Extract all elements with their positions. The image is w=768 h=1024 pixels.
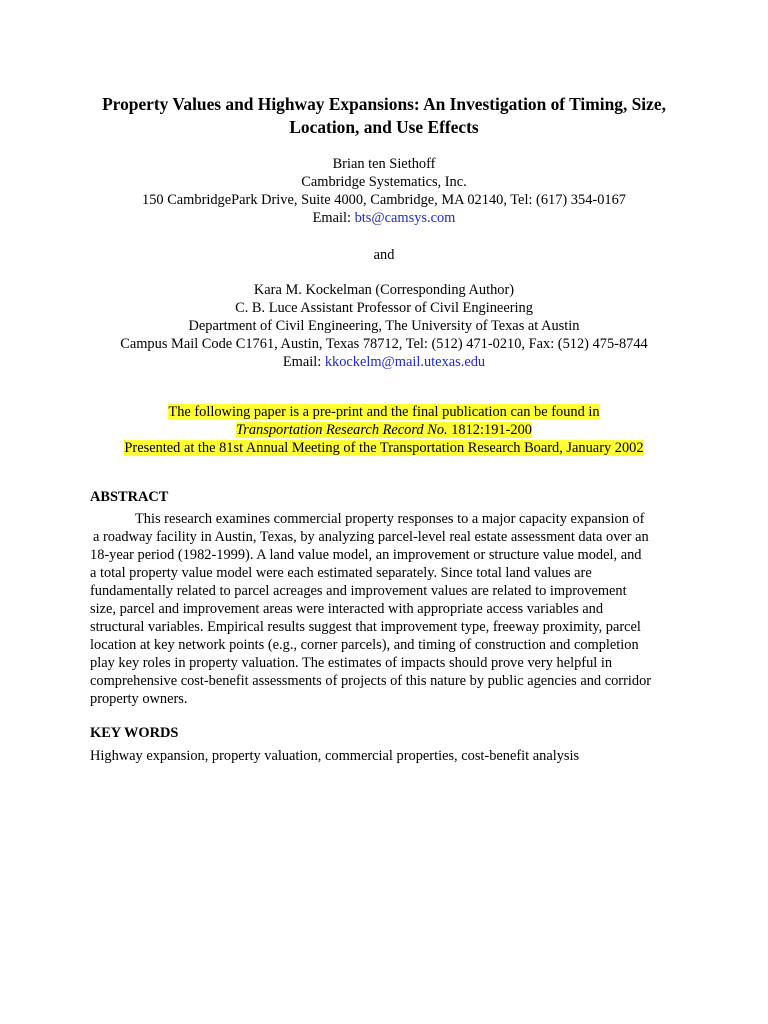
notice-line-2	[40, 421, 728, 439]
abstract-line: 18-year period (1982-1999). A land value model, an improvement or structure value model, and	[90, 547, 642, 563]
keywords-text: Highway expansion, property valuation, commercial properties, cost-benefit analysis	[90, 748, 580, 764]
author-2-email-link[interactable]: kkockelm@mail.utexas.edu	[324, 354, 486, 370]
keywords-heading: KEY WORDS	[90, 725, 179, 741]
notice-line-1-text: The following paper is a pre-print and the final publication can be found in	[168, 404, 600, 420]
author-1-affiliation: Cambridge Systematics, Inc.	[301, 174, 467, 190]
author-2-address: Campus Mail Code C1761, Austin, Texas 78712, Tel: (512) 471-0210, Fax: (512) 475-8744	[120, 336, 648, 352]
notice-citation-pages: 1812:191-200	[447, 422, 532, 438]
author-2-title: C. B. Luce Assistant Professor of Civil Engineering	[235, 300, 533, 316]
abstract-line: structural variables. Empirical results suggest that improvement type, freeway proximity, parcel	[90, 619, 641, 635]
abstract-line: comprehensive cost-benefit assessments of projects of this nature by public agencies and corridor	[90, 673, 652, 689]
abstract-line: This research examines commercial property responses to a major capacity expansion of	[135, 511, 645, 527]
author-1-email-label: Email:	[312, 210, 355, 226]
conjunction-text: and	[373, 247, 395, 263]
author-2-department: Department of Civil Engineering, The University of Texas at Austin	[188, 318, 580, 334]
notice-citation	[236, 422, 532, 438]
author-1-name: Brian ten Siethoff	[332, 156, 436, 172]
abstract-line: play key roles in property valuation. The estimates of impacts should prove very helpful in	[90, 655, 613, 671]
author-2-email-line	[40, 353, 728, 371]
conjunction-and	[40, 246, 728, 264]
abstract-line: a total property value model were each estimated separately. Since total land values are	[90, 565, 592, 581]
notice-journal: Transportation Research Record No.	[236, 422, 448, 438]
author-2-email-label: Email:	[282, 354, 325, 370]
title-line-1: Property Values and Highway Expansions: An Investigation of Timing, Size,	[102, 94, 666, 114]
notice-line-1	[40, 403, 728, 421]
abstract-heading: ABSTRACT	[90, 489, 169, 505]
author-2-block	[40, 281, 728, 371]
abstract-line: size, parcel and improvement areas were interacted with appropriate access variables and	[90, 601, 604, 617]
abstract-line: property owners.	[90, 691, 188, 707]
author-1-address: 150 CambridgePark Drive, Suite 4000, Cambridge, MA 02140, Tel: (617) 354-0167	[142, 192, 626, 208]
author-1-email-line	[40, 209, 728, 227]
abstract-line: location at key network points (e.g., corner parcels), and timing of construction and completion	[90, 637, 639, 653]
notice-line-3-text: Presented at the 81st Annual Meeting of the Transportation Research Board, January 2002	[124, 440, 644, 456]
author-1-email-link[interactable]: bts@camsys.com	[354, 210, 456, 226]
author-2-name: Kara M. Kockelman (Corresponding Author)	[253, 282, 515, 298]
abstract-line: fundamentally related to parcel acreages and improvement values are related to improvement	[90, 583, 627, 599]
paper-title	[60, 93, 708, 139]
abstract-line: a roadway facility in Austin, Texas, by analyzing parcel-level real estate assessment data over an	[93, 529, 649, 545]
publication-notice	[40, 403, 728, 457]
abstract-body	[90, 510, 690, 708]
title-line-2: Location, and Use Effects	[289, 117, 479, 137]
author-1-block	[40, 155, 728, 227]
notice-line-3	[40, 439, 728, 457]
